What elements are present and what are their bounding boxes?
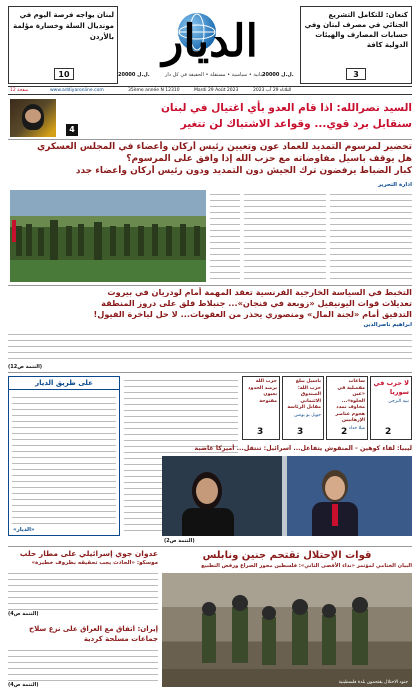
jenin-headline: قوات الإحتلال تقتحم جنين ونابلس — [202, 550, 372, 561]
divider — [8, 372, 412, 373]
strip-title: باسيل يبلغ حزب الله: الصندوق الائتماني مقابل الرئاسة — [287, 379, 321, 410]
jenin-story[interactable] — [162, 549, 412, 570]
strip-item-4[interactable] — [242, 376, 280, 440]
teaser-page-number: 3 — [346, 68, 366, 80]
main-body-col1 — [330, 190, 412, 282]
second-continued[interactable]: (التتمة ص12) — [8, 364, 43, 370]
jenin-photo — [162, 573, 412, 687]
main-headline[interactable] — [8, 141, 412, 177]
strip-page: 2 — [341, 427, 348, 437]
lead-page-number: 4 — [66, 124, 78, 136]
iran-headline: إيران: اتفاق مع العراق على نزع سلاح جماعات مسلحة كردية — [29, 625, 158, 643]
second-headline[interactable] — [8, 287, 412, 320]
editorial-column[interactable] — [8, 376, 120, 536]
jenin-caption: جنود الاحتلال يقتحمون بلدة فلسطينية — [338, 680, 408, 685]
main-body-col2 — [244, 190, 326, 282]
dateline-bar — [8, 86, 412, 95]
main-byline: ادارة التحرير — [378, 182, 412, 188]
issue-number: 35ème année N 12310 — [128, 88, 180, 93]
army-parade-photo — [10, 190, 206, 282]
teaser-strip — [242, 376, 412, 440]
second-byline: ابراهيم ناصرالدين — [363, 322, 412, 328]
editorial-title: على طريق الديار — [9, 377, 119, 390]
second-headline-line1: التخبط في السياسة الخارجية الفرنسية تعقد المهمة أمام لودريان في بيروت — [107, 287, 412, 297]
strip-author: ميلا حداد — [348, 425, 365, 431]
strip-item-2[interactable] — [326, 376, 368, 440]
libya-continued[interactable]: (التتمة ص2) — [164, 538, 195, 544]
teaser-text: لبنان يواجه فرصة اليوم في مونديال السلة وخسارة مؤلمة بالأردن — [13, 11, 114, 41]
strip-page: 3 — [257, 427, 264, 437]
editorial-body — [12, 393, 116, 527]
jenin-subheadline: البيان الختامي لمؤتمر «نداء الأقصى الثاني»: فلسطين محور الصراع ورفض التطبيع — [201, 563, 412, 569]
masthead-right-teaser[interactable] — [300, 6, 412, 84]
strip-title: لا حرب في سوريا — [373, 379, 409, 396]
libya-photo — [162, 456, 412, 536]
strip-item-1[interactable] — [370, 376, 412, 440]
aleppo-headline: عدوان جوي إسرائيلي على مطار حلب — [19, 549, 158, 558]
iran-body — [8, 646, 158, 682]
aleppo-body — [8, 569, 158, 611]
main-headline-line3: كبار الضباط يرفضون ترك الجيش دون التمديد ودون رئيس أركان وأعضاء جدد — [75, 166, 412, 176]
page-count: 12 صفحة — [10, 88, 29, 93]
aleppo-story[interactable] — [8, 549, 158, 617]
editorial-signature: «الديار» — [13, 527, 35, 533]
divider — [8, 285, 412, 286]
date-arabic: الثلاثاء 29 آب 2023 — [253, 88, 292, 93]
strip-page: 2 — [385, 427, 392, 437]
lead-headline[interactable] — [82, 100, 412, 132]
second-body — [8, 330, 412, 364]
nasrallah-photo — [10, 99, 56, 137]
iran-continued: (التتمة ص4) — [8, 682, 39, 688]
teaser-text: كنعان: للتكامل التشريع الجنائي في مصرف لبنان وفي حسابات المصارف والهيئات الدولية كافة — [304, 11, 408, 49]
strip-item-3[interactable] — [282, 376, 324, 440]
aleppo-subheadline: موسكو: «الحادث يجب تحقيقه بظروف خطيرة» — [31, 560, 158, 566]
strip-author: نبيه البرجي — [388, 399, 409, 404]
strip-title: ساعات مفصلية في «عين الحلوة»... مخاوف تمدد هجوم عناصر الإرهابيين — [335, 379, 365, 423]
libya-headline[interactable]: ليبيا: لقاء كوهين - المنقوش يتفاعل... اسرائيل: تنتقل... أميركا غاضبة — [194, 445, 412, 452]
second-headline-line2: تعديلات قوات اليونيفيل «زوبعة في فنجان»... جنبلاط قلق على دروز المنطقة — [101, 298, 412, 308]
price-right: 20000 ل.ل. — [262, 72, 294, 78]
main-headline-line2: هل يوقف باسيل مفاوضاته مع حزب الله إذا وافق على المرسوم؟ — [126, 154, 412, 164]
masthead-tagline: لبنانية • سياسية • مستقلة • الحقيقة في كل دار — [164, 72, 266, 78]
strip-page: 3 — [297, 427, 304, 437]
lead-headline-line2: سنقابل برد قوي... وقواعد الاشتباك لن تتغير — [180, 118, 412, 130]
second-headline-line3: التدقيق أمام «لجنة المال» ومنصوري يحذر من العقوبات... لا حل لباخرة الفيول! — [93, 309, 412, 319]
iran-story[interactable] — [8, 624, 158, 688]
date-french: Mardi 29 Août 2023 — [194, 88, 239, 93]
strip-author: جويل بو يونس — [294, 412, 321, 418]
divider — [8, 546, 412, 547]
divider — [8, 139, 412, 140]
main-body-col3 — [210, 190, 240, 282]
strip-title: حزب الله يرصد الحدود بعيون مفتوحة — [248, 379, 277, 404]
main-headline-line1: تحضير لمرسوم التمديد للعماد عون وتعيين رئيس أركان وأعضاء في المجلس العسكري — [36, 142, 412, 152]
aleppo-continued: (التتمة ص4) — [8, 611, 39, 617]
price-left: 20000 ل.ل. — [118, 72, 150, 78]
website-link[interactable]: www.addiyaronline.com — [50, 88, 104, 93]
masthead-left-teaser[interactable] — [8, 6, 118, 84]
teaser-page-number: 10 — [54, 68, 74, 80]
masthead-logo: الديار — [162, 16, 258, 67]
lead-headline-line1: السيد نصرالله: اذا قام العدو بأي اغتيال في لبنان — [160, 102, 412, 114]
